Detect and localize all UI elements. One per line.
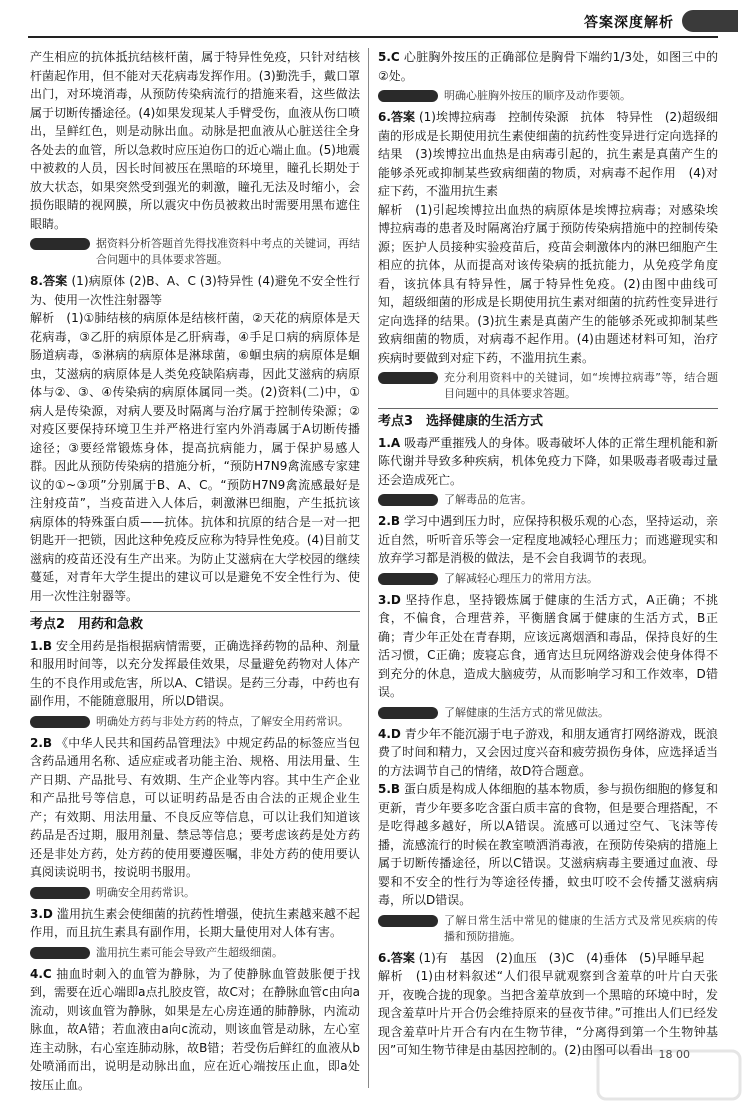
tip-text: 明确心脏胸外按压的顺序及动作要领。	[444, 89, 631, 102]
tip-badge-icon	[378, 915, 438, 927]
answer-paragraph	[30, 272, 360, 309]
tip-badge-icon	[30, 887, 90, 899]
tip-badge-icon	[378, 573, 438, 585]
answer-label: 3.D	[30, 906, 53, 921]
body-paragraph: 解析 (1)引起埃博拉出血热的病原体是埃博拉病毒；对感染埃博拉病毒的患者及时隔离治疗属于预防传染病措施中的控制传染源；医护人员接种实验疫苗后，疫苗会刺激体内的淋巴细胞产生相应的抗体，从而提高对该传染病的抵抗能力，从免疫学角度看，该抗体具有特异性，属于特异性免疫。(2)由图中曲线可知，超级细菌的形成是长期使用抗生素对细菌的抗药性变异进行定向选择的结果。(3)抗生素是真菌产生的能够杀死或抑制某些致病细菌的物质，对病毒不起作用。(4)由题述材料可知，治疗疾病时要做到对症下药，不滥用抗生素。	[378, 202, 718, 365]
tip-text: 滥用抗生素可能会导致产生超级细菌。	[96, 945, 283, 959]
tip-badge-icon	[378, 90, 438, 102]
body-paragraph: 解析 (1)①肺结核的病原体是结核杆菌，②天花的病原体是天花病毒，③乙肝的病原体是乙肝病毒，④手足口病的病原体是肠道病毒，⑤淋病的病原体是淋球菌，⑥蛔虫病的病原体是蛔虫，艾滋病的病原体是人类免疫缺陷病毒，因此艾滋病的病原体与②、③、④传染病的病原体属同一类。(2)资料(二)中，①病人是传染源，对病人要及时隔离与治疗属于控制传染源；②对疫区要保持环境卫生并严格进行室内外消毒属于A切断传播途径；③要经常锻炼身体，提高抗病能力，属于保护易感人群。因此从预防传染病的措施分析，“预防H7N9禽流感专家建议的①~③项”分别属于B、A、C。“预防H7N9禽流感最好是注射疫苗”，当疫苗进入人体后，刺激淋巴细胞，产生抵抗该病原体的特殊蛋白质——抗体。抗体和抗原的结合是一对一把钥匙开一把锁，因此这种免疫反应称为特异性免疫。(4)目前艾滋病的疫苗还没有生产出来。为防止艾滋病在大学校园的继续蔓延，对青年大学生提出的建议可以是避免不安全性行为、使用一次性注射器等。	[30, 311, 360, 603]
answer-paragraph	[378, 108, 718, 201]
page-header-title: 答案深度解析	[584, 15, 674, 31]
answer-text: 青少年不能沉溺于电子游戏，和朋友通宵打网络游戏，既浪费了时间和精力，又会因过度兴奋和疲劳损伤身体，应选择适当的方法调节自己的情绪，故D符合题意。	[378, 726, 718, 778]
answer-label: 1.B	[30, 638, 53, 653]
answer-text: 《中华人民共和国药品管理法》中规定药品的标签应当包含药品通用名称、适应症或者功能主治、规格、用法用量、生产日期、产品批号、有效期、生产企业等内容。其中生产企业和产品批号等信息，可以证明药品是否由合法的正规企业生产；有效期、用法用量、不良反应等信息，可以让我们知道该药品是否过期，服用剂量、禁忌等信息；要考虑该药是处方药还是非处方药，处方药的使用要遵医嘱，非处方药的使用要认真阅读说明书，按说明书服用。	[30, 735, 360, 879]
tip-text: 了解日常生活中常见的健康的生活方式及常见疾病的传播和预防措施。	[444, 913, 718, 943]
answer-text: 滥用抗生素会使细菌的抗药性增强，使抗生素越来越不起作用，而且抗生素具有副作用，长期大量使用对人体有害。	[30, 906, 360, 939]
answer-label: 2.B	[30, 735, 53, 750]
answer-text: 吸毒严重摧残人的身体。吸毒破坏人体的正常生理机能和新陈代谢并导致多种疾病，机体免疫力下降，如果吸毒者吸毒过量还会造成死亡。	[378, 435, 718, 487]
page-number: 18 00	[658, 1048, 690, 1061]
tip-text: 了解健康的生活方式的常见做法。	[444, 705, 609, 719]
tip-badge-icon	[30, 947, 90, 959]
answer-text: 抽血时刺入的血管为静脉，为了使静脉血管鼓胀便于找到，需要在近心端即a点扎胶皮管，故C对；在静脉血管c由向a流动，则该血管为静脉，如果是左心房连通的肺静脉，内流动脉血，故A错；若血液由a向c流动，则该血管是动脉，左心室连主动脉，右心室连肺动脉，故B错；若受伤后鲜红的血液从b处喷涌而出，说明是动脉出血，应在近心端按压止血，即a处按压止血。	[30, 966, 360, 1092]
answer-text: 坚持作息，坚持锻炼属于健康的生活方式，A正确；不挑食，不偏食，合理营养，平衡膳食属于健康的生活方式，B正确；青少年正处在青春期，应该远离烟酒和毒品，保持良好的生活习惯，C正确；废寝忘食，通宵达旦玩网络游戏会使身体得不到充分的休息，造成大脑疲劳，从而影响学习和工作效率，D错误。	[378, 592, 718, 699]
tip-text: 了解减轻心理压力的常用方法。	[444, 571, 598, 585]
answer-label: 6.答案	[378, 950, 415, 965]
tip-text: 充分利用资料中的关键词，如“埃博拉病毒”等，结合题目问题中的具体要求答题。	[444, 371, 718, 400]
left-column	[30, 48, 360, 1094]
section-heading: 考点3 选择健康的生活方式	[378, 408, 718, 432]
tip-badge-icon	[378, 707, 438, 719]
answer-paragraph	[378, 48, 718, 85]
tip-note	[378, 913, 718, 945]
body-paragraph: 解析 (1)由材料叙述“人们很早就观察到含羞草的叶片白天张开，夜晚合拢的现象。当把含羞草放到一个黑暗的环境中时，发现含羞草叶片开合仍会维持原来的昼夜节律。”可推出人们已经发现含羞草叶片开合有内在生物节律，“分离得到第一个生物钟基因”可知生物节律是由基因控制的。(2)由图可以看出	[378, 969, 718, 1057]
header-rule	[28, 36, 718, 38]
answer-text: 学习中遇到压力时，应保持积极乐观的心态，坚持运动，亲近自然，听听音乐等会一定程度地减轻心理压力；而逃避现实和放弃学习都是消极的做法，是不会自我调节的表现。	[378, 514, 718, 565]
answer-label: 4.C	[30, 966, 52, 981]
answer-text: (1)埃博拉病毒 控制传染源 抗体 特异性 (2)超级细菌的形成是长期使用抗生素使细菌的抗药性变异进行定向选择的结果 (3)埃博拉出血热是由病毒引起的，抗生素是真菌产生的能够杀死或抑制某些致病细菌的物质，对病毒不起作用 (4)对症下药，不滥用抗生素	[378, 110, 719, 198]
tip-note	[30, 236, 360, 268]
column-divider	[368, 48, 369, 1088]
tip-note	[378, 571, 718, 587]
answer-paragraph	[378, 780, 718, 910]
tip-badge-icon	[30, 716, 90, 728]
tip-text: 明确安全用药常识。	[96, 885, 195, 899]
tip-text: 明确处方药与非处方药的特点，了解安全用药常识。	[96, 714, 349, 728]
answer-label: 5.C	[378, 50, 400, 64]
body-paragraph: 产生相应的抗体抵抗结核杆菌，属于特异性免疫，只针对结核杆菌起作用，但不能对天花病毒发挥作用。(3)勤洗手，戴口罩出门，对环境消毒，从预防传染病流行的措施来看，这些做法属于切断传播途径。(4)如果发现某人手臂受伤，血液从伤口喷出，呈鲜红色，则是动脉出血。动脉是把血液从心脏送往全身各处去的血管，所以急救时应压迫伤口的近心端止血。(5)地震中被救的人员，因长时间被压在黑暗的环境里，瞳孔长期处于放大状态，如果突然受到强光的刺激，瞳孔无法及时缩小，会损伤眼睛的视网膜，所以震灾中伤员被救出时需要用黑布遮住眼睛。	[30, 50, 360, 231]
tip-badge-icon	[378, 494, 438, 506]
answer-paragraph	[378, 434, 718, 490]
tip-note	[30, 714, 360, 730]
tip-text: 了解毒品的危害。	[444, 493, 532, 506]
answer-paragraph	[378, 725, 718, 781]
answer-text: (1)病原体 (2)B、A、C (3)特异性 (4)避免不安全性行为、使用一次性注射器等	[30, 274, 360, 307]
answer-paragraph	[378, 512, 718, 568]
answer-text: 安全用药是指根据病情需要，正确选择药物的品种、剂量和服用时间等，以充分发挥最佳效果，尽量避免药物对人体产生的不良作用或危害，所以A、C错误。是药三分毒，中药也有副作用，不能随意服用，所以D错误。	[30, 638, 360, 708]
answer-label: 5.B	[378, 782, 401, 796]
tip-text: 据资料分析答题首先得找准资料中考点的关键词，再结合问题中的具体要求答题。	[96, 237, 360, 266]
answer-paragraph	[30, 637, 360, 711]
answer-label: 8.答案	[30, 274, 68, 288]
page-header	[0, 0, 750, 42]
tip-note	[378, 370, 718, 402]
answer-text: (1)有 基因 (2)血压 (3)C (4)垂体 (5)早睡早起	[418, 950, 705, 965]
answer-paragraph	[378, 591, 718, 702]
answer-label: 6.答案	[378, 110, 416, 124]
tip-note	[378, 705, 718, 721]
watermark-logo	[594, 1045, 744, 1105]
answer-text: 蛋白质是构成人体细胞的基本物质，参与损伤细胞的修复和更新，青少年要多吃含蛋白质丰富的食物，但是要合理搭配，不是吃得越多越好，所以A错误。流感可以通过空气、飞沫等传播，流感流行的时候在教室喷洒消毒液，在预防传染病的措施上属于切断传播途径，所以C错误。艾滋病病毒主要通过血液、母婴和不安全的性行为等途径传播，蚊虫叮咬不会传播艾滋病病毒，所以D错误。	[378, 782, 718, 907]
tip-note	[378, 88, 718, 104]
tip-note	[30, 945, 360, 961]
answer-label: 4.D	[378, 726, 401, 741]
answer-text: 心脏胸外按压的正确部位是胸骨下端约1/3处，如图三中的②处。	[378, 50, 718, 83]
answer-label: 2.B	[378, 514, 401, 528]
answer-paragraph	[30, 905, 360, 942]
answer-label: 3.D	[378, 592, 401, 607]
answer-label: 1.A	[378, 435, 401, 450]
tip-note	[378, 492, 718, 508]
section-heading: 考点2 用药和急救	[30, 611, 360, 635]
tip-note	[30, 885, 360, 901]
answer-paragraph	[30, 965, 360, 1095]
tip-badge-icon	[30, 238, 90, 250]
tip-badge-icon	[378, 372, 438, 384]
header-tab-decoration	[682, 10, 738, 32]
right-column	[378, 48, 718, 1060]
answer-paragraph	[30, 734, 360, 882]
answer-paragraph	[378, 949, 718, 968]
